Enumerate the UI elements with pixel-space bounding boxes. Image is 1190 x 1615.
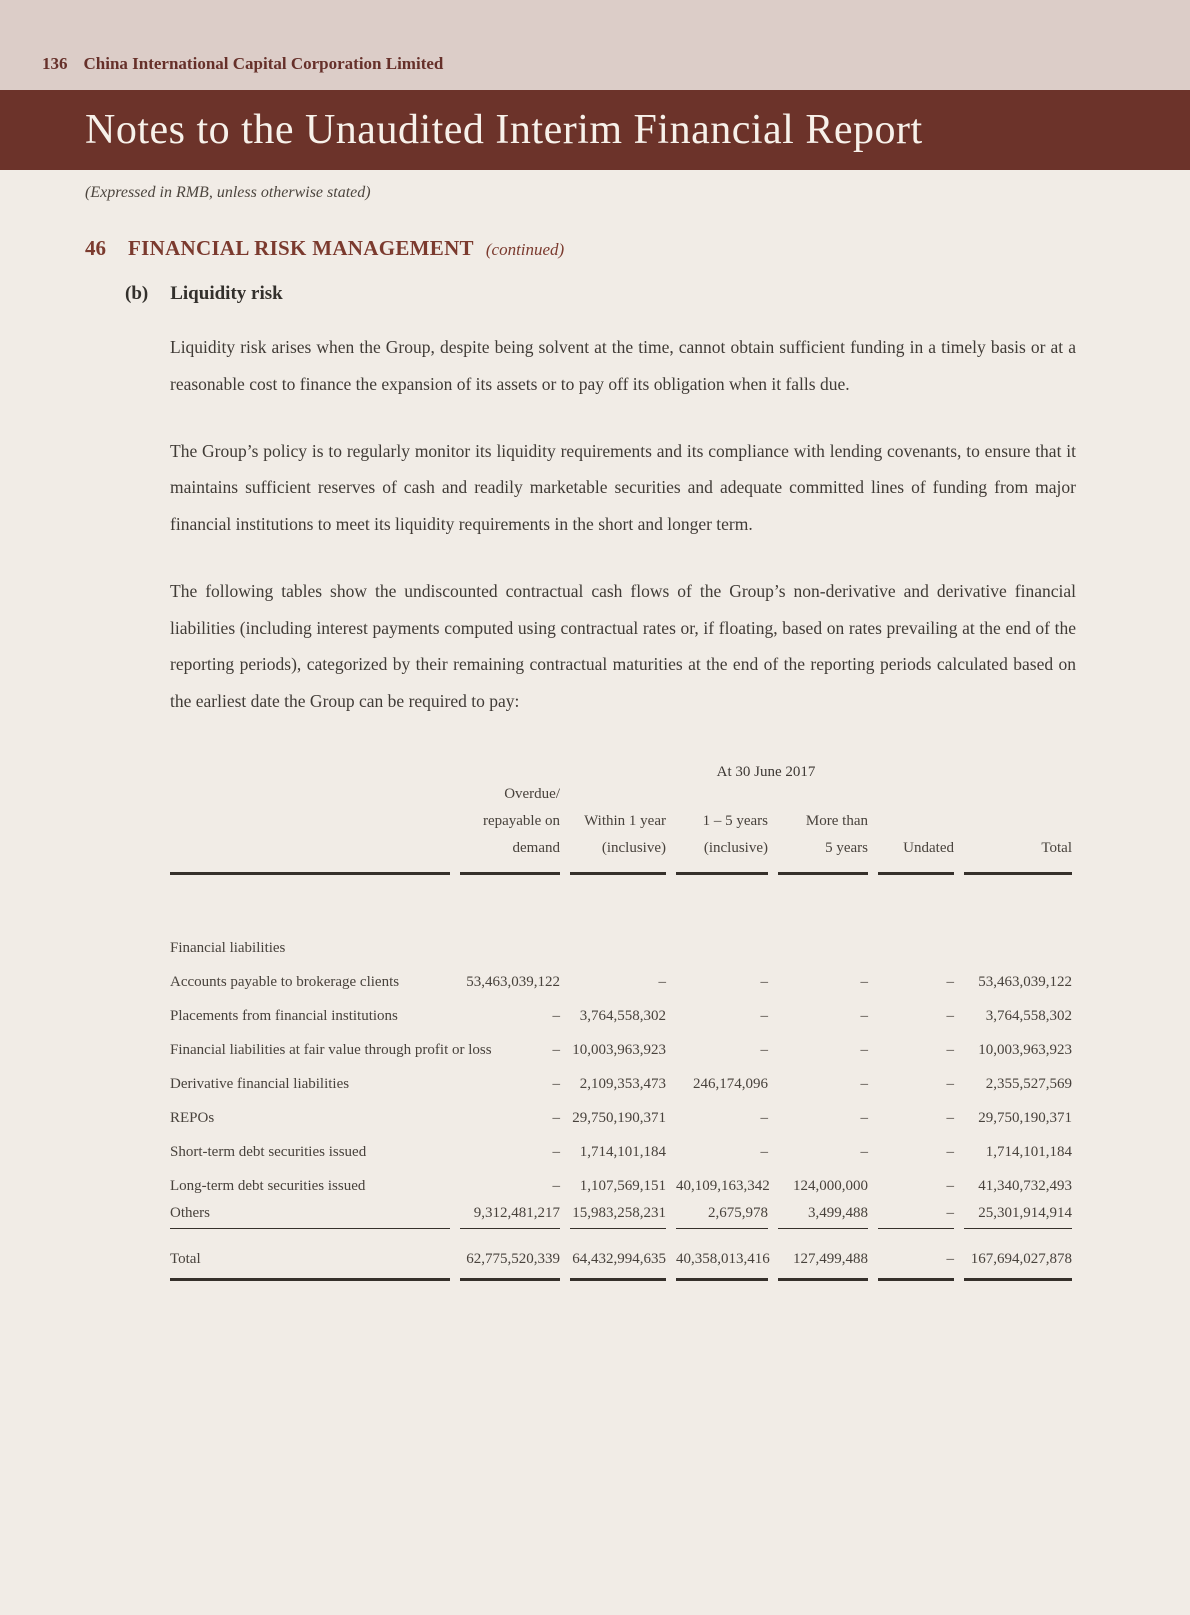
column-header-overdue (460, 781, 560, 875)
cell-more-than-5-years: – (860, 973, 868, 990)
cell-overdue: – (552, 1109, 560, 1126)
page-header-strip (0, 0, 1190, 90)
cell-total: 25,301,914,914 (964, 1195, 1072, 1229)
cell-total: 53,463,039,122 (978, 973, 1072, 990)
subsection-label: (b) (125, 283, 149, 304)
column-header-empty (170, 781, 450, 875)
paragraph-liquidity-definition: Liquidity risk arises when the Group, despite being solvent at the time, cannot obtain sufficient funding in a timely basis or at a reasonable cost to finance the expansion of its assets or to pay off its obligation when it falls due. (170, 337, 1076, 394)
column-header-line: 5 years (825, 839, 868, 856)
company-name: China International Capital Corporation Limited (83, 54, 444, 73)
cell-undated: – (946, 1177, 954, 1194)
cell-more-than-5-years: 3,499,488 (778, 1195, 868, 1229)
total-1-5-years: 40,358,013,416 (676, 1229, 768, 1281)
cell-within-1-year: 29,750,190,371 (572, 1109, 666, 1126)
total-overdue: 62,775,520,339 (460, 1229, 560, 1281)
cell-within-1-year: 2,109,353,473 (579, 1075, 666, 1092)
total-more-than-5-years: 127,499,488 (778, 1229, 868, 1281)
section-continued-note: (continued) (485, 240, 565, 259)
cell-undated: – (946, 1041, 954, 1058)
cell-more-than-5-years: – (860, 1109, 868, 1126)
cell-1-5-years: 40,109,163,342 (676, 1177, 770, 1194)
group-label: Financial liabilities (170, 939, 286, 956)
table-row (170, 1025, 1072, 1059)
row-label: Long-term debt securities issued (170, 1177, 366, 1194)
cell-overdue: – (552, 1041, 560, 1058)
group-label-row (170, 923, 1072, 957)
cell-1-5-years: 2,675,978 (676, 1195, 768, 1229)
report-subtitle: (Expressed in RMB, unless otherwise stated) (85, 184, 371, 201)
cell-more-than-5-years: 124,000,000 (793, 1177, 868, 1194)
table-row (170, 1161, 1072, 1195)
column-header-more-than-5-years (778, 781, 868, 875)
cell-1-5-years: – (760, 1041, 768, 1058)
table-row (170, 1195, 1072, 1229)
banner-title: Notes to the Unaudited Interim Financial Report (85, 107, 923, 153)
column-header-undated (878, 781, 954, 875)
cell-total: 3,764,558,302 (985, 1007, 1072, 1024)
cell-within-1-year: 15,983,258,231 (570, 1195, 666, 1229)
cell-more-than-5-years: – (860, 1075, 868, 1092)
column-header-line: Total (1041, 839, 1072, 856)
cell-undated: – (946, 1075, 954, 1092)
cell-more-than-5-years: – (860, 1007, 868, 1024)
column-header-line: Within 1 year (584, 812, 666, 829)
total-total: 167,694,027,878 (964, 1229, 1072, 1281)
column-header-line: repayable on (482, 812, 560, 829)
table-row (170, 1059, 1072, 1093)
column-header-line: (inclusive) (601, 839, 666, 856)
table-spacer (170, 875, 1072, 923)
row-label: Accounts payable to brokerage clients (170, 973, 400, 990)
chapter-banner (0, 90, 1190, 170)
cell-total: 10,003,963,923 (978, 1041, 1072, 1058)
cell-undated: – (946, 1007, 954, 1024)
cell-overdue: 9,312,481,217 (460, 1195, 560, 1229)
table-header-row (170, 781, 1072, 875)
table-row (170, 1127, 1072, 1161)
section-title: FINANCIAL RISK MANAGEMENT (128, 236, 474, 260)
row-label: Derivative financial liabilities (170, 1075, 350, 1092)
cell-1-5-years: – (760, 1007, 768, 1024)
cell-more-than-5-years: – (860, 1143, 868, 1160)
row-label: Financial liabilities at fair value through profit or loss (170, 1041, 492, 1058)
column-header-line: Overdue/ (504, 785, 560, 802)
cell-overdue: – (552, 1177, 560, 1194)
total-label: Total (170, 1229, 450, 1281)
page-number: 136 (42, 54, 68, 73)
cell-overdue: 53,463,039,122 (466, 973, 560, 990)
cell-overdue: – (552, 1007, 560, 1024)
cell-total: 2,355,527,569 (985, 1075, 1072, 1092)
cell-within-1-year: 1,107,569,151 (579, 1177, 666, 1194)
cell-more-than-5-years: – (860, 1041, 868, 1058)
liquidity-maturity-table (160, 781, 1082, 1281)
column-header-line: Undated (903, 839, 954, 856)
column-header-total (964, 781, 1072, 875)
column-header-within-1-year (570, 781, 666, 875)
cell-undated: – (878, 1195, 954, 1229)
column-header-1-5-years (676, 781, 768, 875)
table-row (170, 991, 1072, 1025)
row-label: Short-term debt securities issued (170, 1143, 367, 1160)
total-undated: – (878, 1229, 954, 1281)
table-total-row (170, 1229, 1072, 1281)
subsection-title: Liquidity risk (170, 283, 283, 304)
cell-total: 29,750,190,371 (978, 1109, 1072, 1126)
cell-total: 1,714,101,184 (985, 1143, 1072, 1160)
column-header-line: More than (805, 812, 868, 829)
cell-total: 41,340,732,493 (978, 1177, 1072, 1194)
cell-within-1-year: 3,764,558,302 (579, 1007, 666, 1024)
cell-within-1-year: – (658, 973, 666, 990)
table-row (170, 957, 1072, 991)
cell-1-5-years: – (760, 1143, 768, 1160)
column-header-line: 1 – 5 years (702, 812, 768, 829)
column-header-line: (inclusive) (703, 839, 768, 856)
table-row (170, 1093, 1072, 1127)
cell-undated: – (946, 1143, 954, 1160)
row-label: REPOs (170, 1109, 215, 1126)
cell-undated: – (946, 973, 954, 990)
cell-within-1-year: 1,714,101,184 (579, 1143, 666, 1160)
row-label: Others (170, 1195, 450, 1229)
paragraph-table-intro: The following tables show the undiscounted contractual cash flows of the Group’s non-derivative and derivative financial liabilities (including interest payments computed using contractual rates or, if floating, based on rates prevailing at the end of the reporting periods), categorized by their remaining contractual maturities at the end of the reporting periods calculated based on the earliest date the Group can be required to pay: (170, 580, 1076, 711)
cell-overdue: – (552, 1075, 560, 1092)
cell-undated: – (946, 1109, 954, 1126)
paragraph-group-policy: The Group’s policy is to regularly monitor its liquidity requirements and its compliance with lending covenants, to ensure that it maintains sufficient reserves of cash and readily marketable securities and adequate committed lines of funding from major financial institutions to meet its liquidity requirements in the short and longer term. (170, 440, 1076, 534)
row-label: Placements from financial institutions (170, 1007, 398, 1024)
total-within-1-year: 64,432,994,635 (570, 1229, 666, 1281)
column-header-line: demand (512, 839, 560, 856)
cell-1-5-years: 246,174,096 (693, 1075, 768, 1092)
subsection-heading (125, 283, 1190, 305)
section-number: 46 (85, 236, 106, 260)
section-heading (85, 236, 1190, 261)
cell-overdue: – (552, 1143, 560, 1160)
cell-1-5-years: – (760, 973, 768, 990)
table-caption-date: At 30 June 2017 (716, 763, 816, 780)
cell-within-1-year: 10,003,963,923 (572, 1041, 666, 1058)
cell-1-5-years: – (760, 1109, 768, 1126)
